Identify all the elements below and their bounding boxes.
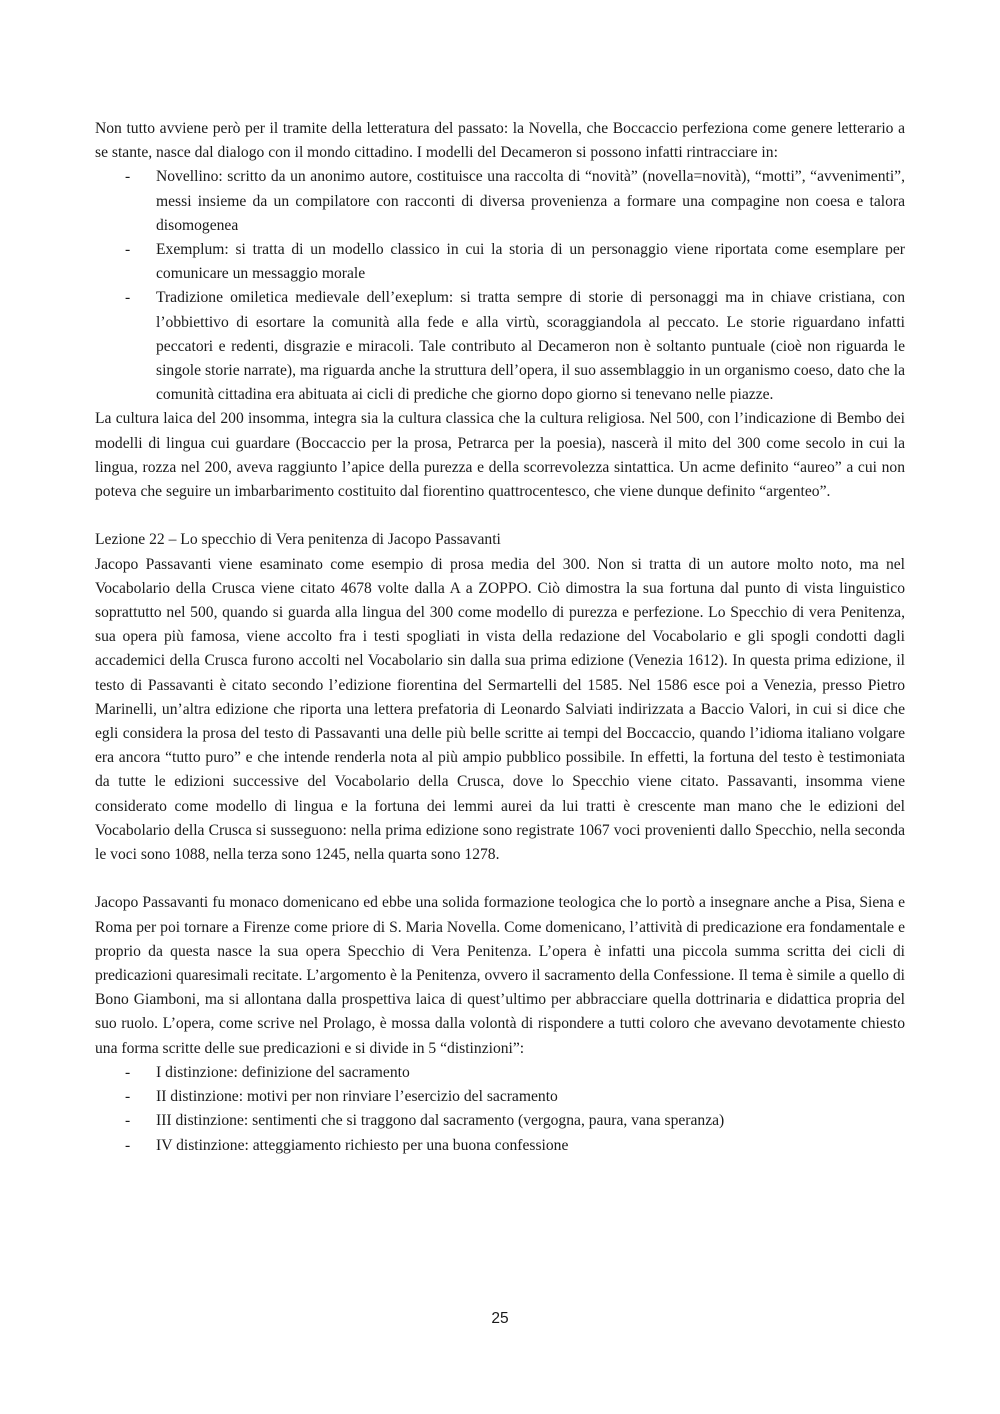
list-bullet: -: [125, 241, 131, 259]
list-bullet: -: [125, 289, 131, 307]
list-item-text: I distinzione: definizione del sacramento: [156, 1063, 410, 1081]
document-page: [95, 117, 905, 1158]
list-item-text: Novellino: scritto da un anonimo autore, costituisce una raccolta di “novità” (novella=novità), “motti”, “avvenimenti”, messi insieme da un compilatore con racconti di diversa provenienza a formare una compagine non coesa e talora disomogenea: [156, 168, 905, 234]
list-item-text: Tradizione omiletica medievale dell’exeplum: si tratta sempre di storie di personaggi ma in chiave cristiana, con l’obbiettivo di esortare la comunità alla fede e alla virtù, scoraggiandola al peccato. Le storie riguardano infatti peccatori e redenti, disgrazie e miracoli. Tale contributo al Decameron non è soltanto puntuale (cioè non riguarda le singole storie narrate), ma riguarda anche la struttura dell’opera, il suo assemblaggio in un organismo coeso, dato che la comunità cittadina era abituata ai cicli di prediche che giorno dopo giorno si tenevano nelle piazze.: [156, 289, 905, 404]
list-item: [95, 1085, 905, 1109]
decameron-models-list: [95, 165, 905, 407]
intro-paragraph: Non tutto avviene però per il tramite della letteratura del passato: la Novella, che Boccaccio perfeziona come genere letterario a se stante, nasce dal dialogo con il mondo cittadino. I modelli del Decameron si possono infatti rintracciare in:: [95, 120, 905, 162]
paragraph-spacer: [95, 504, 905, 528]
list-bullet: -: [125, 1063, 131, 1081]
list-item-text: II distinzione: motivi per non rinviare l’esercizio del sacramento: [156, 1088, 558, 1106]
lesson-paragraph-2: Jacopo Passavanti fu monaco domenicano ed ebbe una solida formazione teologica che lo portò a insegnare anche a Pisa, Siena e Roma per poi tornare a Firenze come priore di S. Maria Novella. Come domenicano, l’attività di predicazione era fondamentale e proprio da questa nasce la sua opera Specchio di Vera Penitenza. L’opera è infatti una piccola summa scritta dei cicli di predicazioni quaresimali recitate. L’argomento è la Penitenza, ovvero il sacramento della Confessione. Il tema è simile a quello di Bono Giamboni, ma si allontana dalla prospettiva laica di quest’ultimo per abbracciare quella dottrinaria e didattica propria del suo ruolo. L’opera, come scrive nel Prolago, è mossa dalla volontà di rispondere a tutti coloro che avevano devotamente chiesto una forma scritte delle sue predicazioni e si divide in 5 “distinzioni”:: [95, 894, 905, 1057]
list-bullet: -: [125, 168, 131, 186]
distinctions-list: [95, 1061, 905, 1158]
lesson-heading: Lezione 22 – Lo specchio di Vera penitenza di Jacopo Passavanti: [95, 531, 501, 549]
list-item-text: III distinzione: sentimenti che si traggono dal sacramento (vergogna, paura, vana speranza): [156, 1112, 725, 1130]
conclusion-paragraph: La cultura laica del 200 insomma, integra sia la cultura classica che la cultura religiosa. Nel 500, con l’indicazione di Bembo dei modelli di lingua cui guardare (Boccaccio per la prosa, Petrarca per la poesia), nascerà il mito del 300 come secolo in cui la lingua, rozza nel 200, aveva raggiunto l’apice della purezza e della scorrevolezza sintattica. Un acme definito “aureo” a cui non poteva che seguire un imbarbarimento costituito dal fiorentino quattrocentesco, che viene dunque definito “argenteo”.: [95, 410, 905, 501]
list-bullet: -: [125, 1088, 131, 1106]
paragraph-spacer: [95, 867, 905, 891]
page-number: 25: [491, 1310, 509, 1327]
list-bullet: -: [125, 1136, 131, 1154]
list-item-text: Exemplum: si tratta di un modello classico in cui la storia di un personaggio viene riportata come esemplare per comunicare un messaggio morale: [156, 241, 905, 283]
lesson-paragraph-1: Jacopo Passavanti viene esaminato come esempio di prosa media del 300. Non si tratta di un autore molto noto, ma nel Vocabolario della Crusca viene citato 4678 volte dalla A a ZOPPO. Ciò dimostra la sua fortuna dal punto di vista linguistico soprattutto nel 500, quando si guarda alla lingua del 300 come modello di purezza e perfezione. Lo Specchio di vera Penitenza, sua opera più famosa, viene accolto fra i testi spogliati in vista della redazione del Vocabolario e gli spogli condotti dagli accademici della Crusca furono accolti nel Vocabolario sin dalla sua prima edizione (Venezia 1612). In questa prima edizione, il testo di Passavanti è citato secondo l’edizione fiorentina del Sermartelli del 1585. Nel 1586 esce poi a Venezia, presso Pietro Marinelli, un’altra edizione che riporta una lettera prefatoria di Leonardo Salviati indirizzata a Baccio Valori, in cui si dice che egli considera la prosa del testo di Passavanti una delle più belle scritte ai tempi del Boccaccio, quando l’idioma italiano volgare era ancora “tutto puro” e che intende renderla nota al più ampio pubblico possibile. In effetti, la fortuna del testo è testimoniata da tutte le edizioni successive del Vocabolario della Crusca, dove lo Specchio viene citato. Passavanti, insomma viene considerato come modello di lingua e la fortuna dei lemmi aurei da lui tratti è crescente man mano che le edizioni del Vocabolario della Crusca si susseguono: nella prima edizione sono registrate 1067 voci provenienti dallo Specchio, nella seconda le voci sono 1088, nella terza sono 1245, nella quarta sono 1278.: [95, 555, 905, 864]
list-item: [95, 238, 905, 286]
list-item: [95, 286, 905, 407]
list-item: [95, 165, 905, 238]
list-item: [95, 1109, 905, 1133]
list-bullet: -: [125, 1112, 131, 1130]
list-item: [95, 1134, 905, 1158]
list-item: [95, 1061, 905, 1085]
list-item-text: IV distinzione: atteggiamento richiesto per una buona confessione: [156, 1136, 569, 1154]
